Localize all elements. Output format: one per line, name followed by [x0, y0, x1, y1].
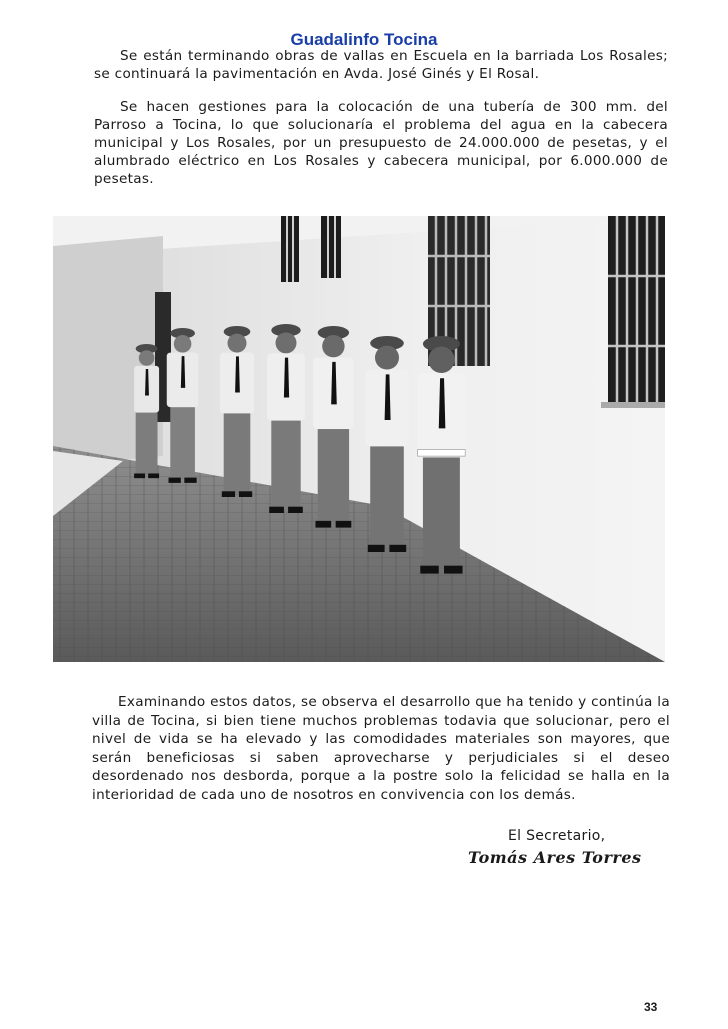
paragraph-works: Se están terminando obras de vallas en Escuela en la barriada Los Rosales; se continuará la pavimentación en Avda. José Ginés y El Rosal. [94, 48, 668, 82]
page-number: 33 [644, 1000, 658, 1014]
secretary-title: El Secretario, [508, 828, 606, 844]
page-header-title: Guadalinfo Tocina [290, 30, 438, 49]
paragraph-water-pipe: Se hacen gestiones para la colocación de una tubería de 300 mm. del Parroso a Tocina, lo que solucionaría el problema del agua en la cabecera municipal y Los Rosales, por un presupuesto de 24.000.000 de pesetas, y el alumbrado eléctrico en Los Rosales y cabecera municipal, por 6.000.000 de pesetas. [94, 99, 668, 187]
police-group-photo [53, 216, 665, 662]
paragraph-conclusion: Examinando estos datos, se observa el desarrollo que ha tenido y continúa la villa de Tocina, si bien tiene muchos problemas todavia que solucionar, pero el nivel de vida se ha elevado y las comodidades materiales son mayores, que serán beneficiosas si saben aprovecharse y perjudiciales si el deseo desordenado nos desborda, porque a la postre solo la felicidad se halla en la interioridad de cada uno de nosotros en convivencia con los demás. [92, 694, 670, 803]
secretary-signature: Tomás Ares Torres [468, 848, 642, 867]
